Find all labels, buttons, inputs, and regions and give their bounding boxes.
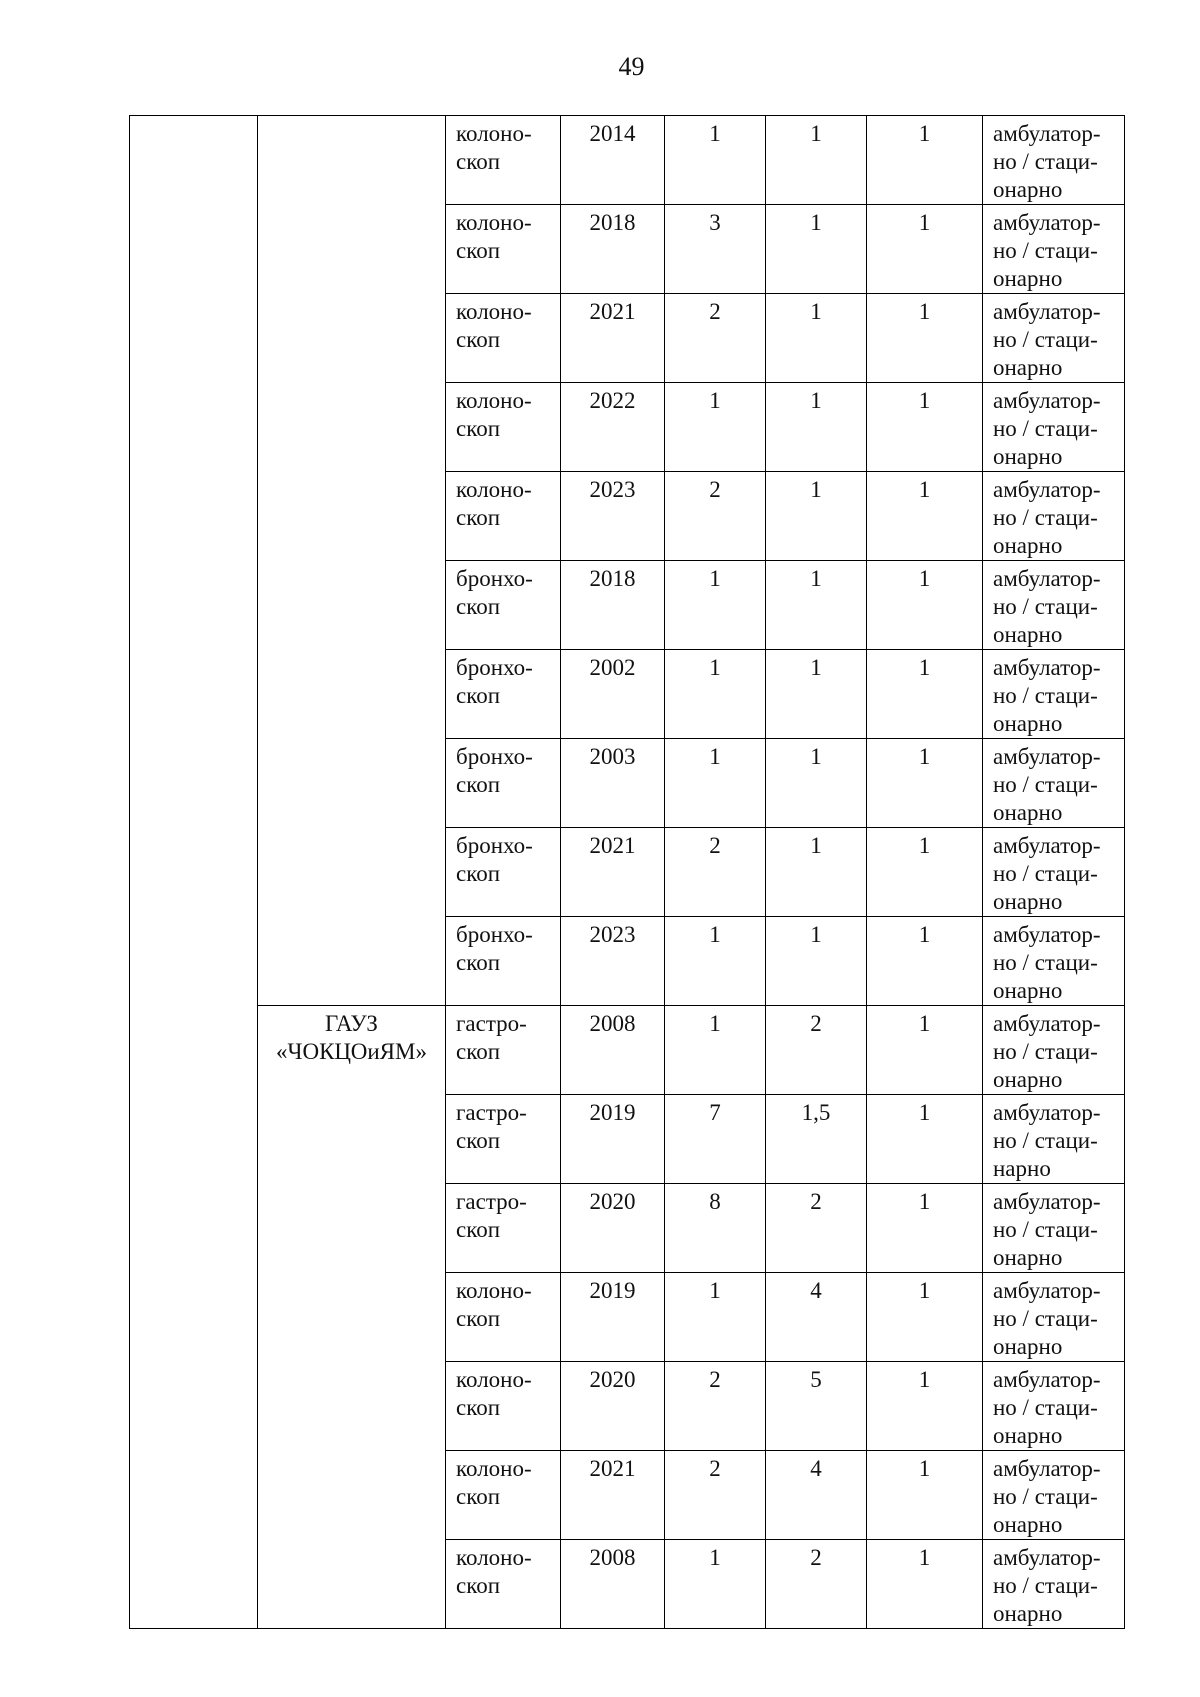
count-cell: 1 xyxy=(867,1451,983,1540)
equipment-type-line: скоп xyxy=(456,950,501,975)
count-cell: 1 xyxy=(867,1006,983,1095)
care-mode-cell xyxy=(983,1362,1125,1451)
value-cell: 1 xyxy=(766,205,867,294)
care-mode-line: амбулатор- xyxy=(993,477,1101,502)
year-cell: 2008 xyxy=(561,1540,665,1629)
care-mode-line: но / стаци- xyxy=(993,1039,1098,1064)
count-cell: 1 xyxy=(867,1540,983,1629)
quantity-cell: 1 xyxy=(665,650,766,739)
year-cell: 2019 xyxy=(561,1273,665,1362)
count-cell: 1 xyxy=(867,561,983,650)
care-mode-line: но / стаци- xyxy=(993,1306,1098,1331)
quantity-cell: 8 xyxy=(665,1184,766,1273)
quantity-cell: 1 xyxy=(665,116,766,205)
equipment-type-cell xyxy=(446,650,561,739)
care-mode-line: амбулатор- xyxy=(993,388,1101,413)
care-mode-line: онарно xyxy=(993,1423,1063,1448)
equipment-type-line: колоно- xyxy=(456,299,532,324)
organization-name-line: ГАУЗ xyxy=(325,1011,378,1036)
care-mode-line: онарно xyxy=(993,444,1063,469)
year-cell: 2021 xyxy=(561,1451,665,1540)
equipment-type-line: колоно- xyxy=(456,1278,532,1303)
equipment-type-line: скоп xyxy=(456,861,501,886)
equipment-type-cell xyxy=(446,1540,561,1629)
equipment-type-cell xyxy=(446,1006,561,1095)
care-mode-line: амбулатор- xyxy=(993,1367,1101,1392)
value-cell: 1,5 xyxy=(766,1095,867,1184)
equipment-type-line: скоп xyxy=(456,594,501,619)
care-mode-line: амбулатор- xyxy=(993,566,1101,591)
value-cell: 2 xyxy=(766,1184,867,1273)
count-cell: 1 xyxy=(867,1362,983,1451)
equipment-type-line: скоп xyxy=(456,149,501,174)
equipment-type-cell xyxy=(446,739,561,828)
value-cell: 2 xyxy=(766,1006,867,1095)
equipment-type-line: скоп xyxy=(456,505,501,530)
care-mode-cell xyxy=(983,1184,1125,1273)
care-mode-cell xyxy=(983,1451,1125,1540)
equipment-type-cell xyxy=(446,472,561,561)
value-cell: 1 xyxy=(766,472,867,561)
equipment-type-line: бронхо- xyxy=(456,922,533,947)
year-cell: 2003 xyxy=(561,739,665,828)
care-mode-line: онарно xyxy=(993,533,1063,558)
year-cell: 2002 xyxy=(561,650,665,739)
count-cell: 1 xyxy=(867,917,983,1006)
equipment-type-line: колоно- xyxy=(456,1456,532,1481)
equipment-type-line: колоно- xyxy=(456,1545,532,1570)
care-mode-line: амбулатор- xyxy=(993,1278,1101,1303)
quantity-cell: 1 xyxy=(665,1273,766,1362)
year-cell: 2023 xyxy=(561,917,665,1006)
equipment-type-line: скоп xyxy=(456,772,501,797)
equipment-type-line: скоп xyxy=(456,1395,501,1420)
care-mode-line: онарно xyxy=(993,978,1063,1003)
count-cell: 1 xyxy=(867,205,983,294)
value-cell: 1 xyxy=(766,917,867,1006)
value-cell: 1 xyxy=(766,828,867,917)
care-mode-cell xyxy=(983,650,1125,739)
equipment-type-line: скоп xyxy=(456,238,501,263)
care-mode-line: амбулатор- xyxy=(993,744,1101,769)
equipment-type-cell xyxy=(446,1273,561,1362)
count-cell: 1 xyxy=(867,1095,983,1184)
equipment-type-cell xyxy=(446,1451,561,1540)
equipment-type-line: колоно- xyxy=(456,1367,532,1392)
care-mode-line: онарно xyxy=(993,889,1063,914)
count-cell: 1 xyxy=(867,116,983,205)
care-mode-line: но / стаци- xyxy=(993,861,1098,886)
quantity-cell: 2 xyxy=(665,472,766,561)
organization-name-line: «ЧОКЦОиЯМ» xyxy=(276,1039,427,1064)
care-mode-line: амбулатор- xyxy=(993,655,1101,680)
year-cell: 2020 xyxy=(561,1362,665,1451)
equipment-type-line: скоп xyxy=(456,683,501,708)
care-mode-line: но / стаци- xyxy=(993,1217,1098,1242)
care-mode-cell xyxy=(983,561,1125,650)
care-mode-line: но / стаци- xyxy=(993,950,1098,975)
care-mode-line: амбулатор- xyxy=(993,1456,1101,1481)
count-cell: 1 xyxy=(867,650,983,739)
equipment-table xyxy=(129,115,1125,1629)
quantity-cell: 2 xyxy=(665,1362,766,1451)
care-mode-line: нарно xyxy=(993,1156,1051,1181)
count-cell: 1 xyxy=(867,1273,983,1362)
value-cell: 1 xyxy=(766,383,867,472)
care-mode-line: но / стаци- xyxy=(993,683,1098,708)
care-mode-line: амбулатор- xyxy=(993,1011,1101,1036)
equipment-type-line: скоп xyxy=(456,1039,501,1064)
care-mode-line: онарно xyxy=(993,1601,1063,1626)
care-mode-line: но / стаци- xyxy=(993,1128,1098,1153)
equipment-type-cell xyxy=(446,917,561,1006)
care-mode-cell xyxy=(983,917,1125,1006)
equipment-type-cell xyxy=(446,561,561,650)
value-cell: 2 xyxy=(766,1540,867,1629)
care-mode-line: но / стаци- xyxy=(993,594,1098,619)
care-mode-line: амбулатор- xyxy=(993,121,1101,146)
equipment-type-line: гастро- xyxy=(456,1100,527,1125)
care-mode-line: амбулатор- xyxy=(993,833,1101,858)
equipment-type-line: колоно- xyxy=(456,121,532,146)
care-mode-line: но / стаци- xyxy=(993,149,1098,174)
care-mode-line: амбулатор- xyxy=(993,1545,1101,1570)
equipment-type-cell xyxy=(446,1184,561,1273)
empty-organization-cell xyxy=(258,116,446,1006)
equipment-type-line: колоно- xyxy=(456,477,532,502)
care-mode-line: амбулатор- xyxy=(993,299,1101,324)
care-mode-cell xyxy=(983,205,1125,294)
equipment-type-line: бронхо- xyxy=(456,655,533,680)
year-cell: 2022 xyxy=(561,383,665,472)
quantity-cell: 2 xyxy=(665,294,766,383)
count-cell: 1 xyxy=(867,1184,983,1273)
year-cell: 2021 xyxy=(561,294,665,383)
equipment-type-cell xyxy=(446,828,561,917)
table-row xyxy=(130,116,1125,205)
year-cell: 2014 xyxy=(561,116,665,205)
care-mode-line: амбулатор- xyxy=(993,922,1101,947)
equipment-type-cell xyxy=(446,205,561,294)
value-cell: 4 xyxy=(766,1273,867,1362)
quantity-cell: 1 xyxy=(665,1006,766,1095)
organization-cell xyxy=(258,1006,446,1629)
care-mode-line: но / стаци- xyxy=(993,1484,1098,1509)
care-mode-cell xyxy=(983,1006,1125,1095)
count-cell: 1 xyxy=(867,739,983,828)
quantity-cell: 1 xyxy=(665,383,766,472)
equipment-type-line: скоп xyxy=(456,1306,501,1331)
care-mode-line: онарно xyxy=(993,1512,1063,1537)
care-mode-cell xyxy=(983,383,1125,472)
equipment-type-line: скоп xyxy=(456,1217,501,1242)
care-mode-cell xyxy=(983,472,1125,561)
quantity-cell: 2 xyxy=(665,1451,766,1540)
quantity-cell: 2 xyxy=(665,828,766,917)
value-cell: 5 xyxy=(766,1362,867,1451)
care-mode-line: но / стаци- xyxy=(993,327,1098,352)
care-mode-cell xyxy=(983,739,1125,828)
equipment-type-line: бронхо- xyxy=(456,566,533,591)
quantity-cell: 1 xyxy=(665,739,766,828)
care-mode-cell xyxy=(983,828,1125,917)
year-cell: 2008 xyxy=(561,1006,665,1095)
equipment-type-line: скоп xyxy=(456,1573,501,1598)
year-cell: 2018 xyxy=(561,561,665,650)
equipment-type-cell xyxy=(446,116,561,205)
care-mode-line: онарно xyxy=(993,800,1063,825)
care-mode-cell xyxy=(983,294,1125,383)
equipment-type-cell xyxy=(446,1095,561,1184)
quantity-cell: 1 xyxy=(665,1540,766,1629)
care-mode-line: онарно xyxy=(993,622,1063,647)
quantity-cell: 3 xyxy=(665,205,766,294)
care-mode-line: онарно xyxy=(993,711,1063,736)
care-mode-line: но / стаци- xyxy=(993,1573,1098,1598)
care-mode-line: онарно xyxy=(993,266,1063,291)
quantity-cell: 1 xyxy=(665,561,766,650)
value-cell: 1 xyxy=(766,294,867,383)
equipment-type-line: колоно- xyxy=(456,210,532,235)
care-mode-line: онарно xyxy=(993,1334,1063,1359)
care-mode-line: но / стаци- xyxy=(993,416,1098,441)
quantity-cell: 7 xyxy=(665,1095,766,1184)
equipment-type-line: гастро- xyxy=(456,1011,527,1036)
care-mode-line: но / стаци- xyxy=(993,772,1098,797)
table-body xyxy=(130,116,1125,1629)
equipment-type-cell xyxy=(446,294,561,383)
equipment-type-line: гастро- xyxy=(456,1189,527,1214)
care-mode-line: онарно xyxy=(993,355,1063,380)
equipment-type-line: бронхо- xyxy=(456,744,533,769)
count-cell: 1 xyxy=(867,294,983,383)
care-mode-line: онарно xyxy=(993,1245,1063,1270)
equipment-type-line: скоп xyxy=(456,1128,501,1153)
count-cell: 1 xyxy=(867,383,983,472)
year-cell: 2019 xyxy=(561,1095,665,1184)
year-cell: 2023 xyxy=(561,472,665,561)
value-cell: 1 xyxy=(766,116,867,205)
empty-first-column xyxy=(130,116,258,1629)
equipment-type-line: колоно- xyxy=(456,388,532,413)
table-row xyxy=(130,1006,1125,1095)
care-mode-cell xyxy=(983,1273,1125,1362)
care-mode-cell xyxy=(983,1540,1125,1629)
count-cell: 1 xyxy=(867,828,983,917)
care-mode-line: онарно xyxy=(993,177,1063,202)
equipment-type-line: бронхо- xyxy=(456,833,533,858)
care-mode-line: амбулатор- xyxy=(993,210,1101,235)
value-cell: 1 xyxy=(766,739,867,828)
equipment-type-cell xyxy=(446,1362,561,1451)
page-number: 49 xyxy=(618,52,645,81)
value-cell: 1 xyxy=(766,561,867,650)
count-cell: 1 xyxy=(867,472,983,561)
equipment-type-line: скоп xyxy=(456,1484,501,1509)
year-cell: 2018 xyxy=(561,205,665,294)
care-mode-cell xyxy=(983,116,1125,205)
care-mode-line: амбулатор- xyxy=(993,1189,1101,1214)
equipment-type-line: скоп xyxy=(456,416,501,441)
care-mode-line: но / стаци- xyxy=(993,238,1098,263)
care-mode-line: амбулатор- xyxy=(993,1100,1101,1125)
care-mode-line: но / стаци- xyxy=(993,1395,1098,1420)
year-cell: 2021 xyxy=(561,828,665,917)
quantity-cell: 1 xyxy=(665,917,766,1006)
value-cell: 4 xyxy=(766,1451,867,1540)
value-cell: 1 xyxy=(766,650,867,739)
equipment-type-line: скоп xyxy=(456,327,501,352)
care-mode-line: онарно xyxy=(993,1067,1063,1092)
care-mode-cell xyxy=(983,1095,1125,1184)
care-mode-line: но / стаци- xyxy=(993,505,1098,530)
equipment-type-cell xyxy=(446,383,561,472)
year-cell: 2020 xyxy=(561,1184,665,1273)
